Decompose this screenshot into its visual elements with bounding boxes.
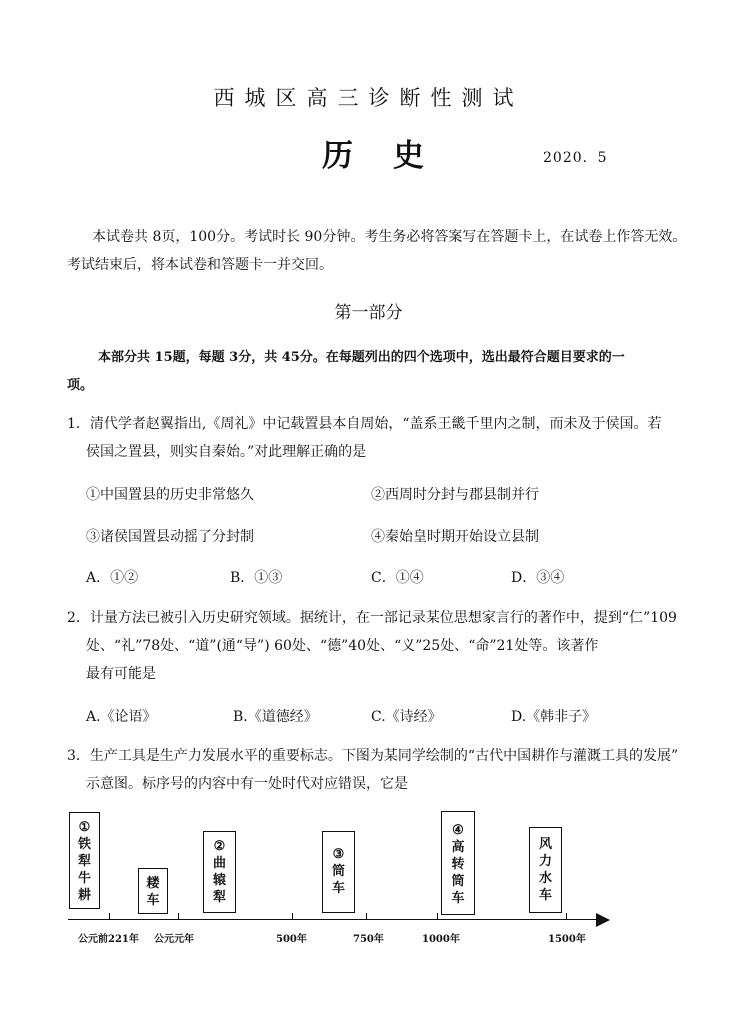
q2-option-b: B.《道德经》 xyxy=(233,709,318,725)
timeline-box-1: ① 铁 犁 牛 耕 xyxy=(69,812,100,909)
intro-line-2: 考试结束后，将本试卷和答题卡一并交回。 xyxy=(67,257,333,273)
timeline-box-4: ③ 筒 车 xyxy=(322,831,355,913)
q2-option-a: A.《论语》 xyxy=(86,709,157,725)
q2-option-d: D.《韩非子》 xyxy=(511,709,597,725)
q1-stem-line-2: 侯国之置县，则实自秦始。”对此理解正确的是 xyxy=(86,444,367,460)
timeline-box-3: ② 曲 辕 犁 xyxy=(203,831,236,913)
subject-title: 历史 xyxy=(322,138,464,174)
part-instruction-line-2: 项。 xyxy=(67,378,94,393)
exam-date: 2020．5 xyxy=(543,150,608,166)
q1-option-d: D．③④ xyxy=(511,570,565,586)
timeline-tick xyxy=(109,913,110,920)
q1-option-b: B．①③ xyxy=(230,570,283,586)
section-title: 第一部分 xyxy=(334,303,403,323)
timeline-tick-label: 公元前221年 xyxy=(78,934,139,945)
exam-title: 西城区高三诊断性测试 xyxy=(213,86,524,110)
timeline-tick-label: 750年 xyxy=(353,934,384,945)
timeline-arrow xyxy=(596,913,610,927)
timeline-tick-label: 1000年 xyxy=(422,934,460,945)
q3-stem-line-1: 3．生产工具是生产力发展水平的重要标志。下图为某同学绘制的“古代中国耕作与灌溉工具的发展” xyxy=(67,748,679,764)
timeline-axis xyxy=(68,919,596,920)
timeline-box-5: ④ 高 转 筒 车 xyxy=(441,811,475,915)
q1-option-a: A．①② xyxy=(86,570,139,586)
intro-line-1: 本试卷共 8页，100分。考试时长 90分钟。考生务必将答案写在答题卡上，在试卷上作答无效。 xyxy=(92,229,687,245)
timeline-tick-label: 1500年 xyxy=(548,934,586,945)
timeline-box-2: 耧 车 xyxy=(138,868,168,914)
q1-stem-line-1: 1．清代学者赵翼指出,《周礼》中记载置县本自周始，“盖系王畿千里内之制，而未及于侯国。若 xyxy=(67,416,662,432)
timeline-tick xyxy=(366,913,367,920)
timeline-tick xyxy=(178,913,179,920)
timeline-tick xyxy=(566,913,567,920)
timeline-tick-label: 公元元年 xyxy=(154,934,194,945)
q1-statement: ③诸侯国置县动摇了分封制 xyxy=(86,529,254,545)
q2-stem-line-1: 2．计量方法已被引入历史研究领域。据统计，在一部记录某位思想家言行的著作中，提到“仁”109 xyxy=(67,610,677,626)
q1-statement: ④秦始皇时期开始设立县制 xyxy=(371,529,539,545)
timeline-tick-label: 500年 xyxy=(276,934,307,945)
timeline-box-6: 风 力 水 车 xyxy=(529,827,562,913)
q1-statement: ①中国置县的历史非常悠久 xyxy=(86,487,254,503)
timeline-tick xyxy=(437,913,438,920)
q1-option-c: C．①④ xyxy=(371,570,424,586)
q2-option-c: C.《诗经》 xyxy=(371,709,442,725)
timeline-tick xyxy=(292,913,293,920)
q2-stem-line-2: 处、“礼”78处、“道”(通“导”) 60处、“德”40处、“义”25处、“命”21处等。该著作 xyxy=(86,638,599,654)
part-instruction-line-1: 本部分共 15题，每题 3分，共 45分。在每题列出的四个选项中，选出最符合题目要求的一 xyxy=(98,350,625,365)
q1-statement: ②西周时分封与郡县制并行 xyxy=(371,487,539,503)
q3-stem-line-2: 示意图。标序号的内容中有一处时代对应错误，它是 xyxy=(86,776,408,792)
q2-stem-line-3: 最有可能是 xyxy=(86,666,156,682)
